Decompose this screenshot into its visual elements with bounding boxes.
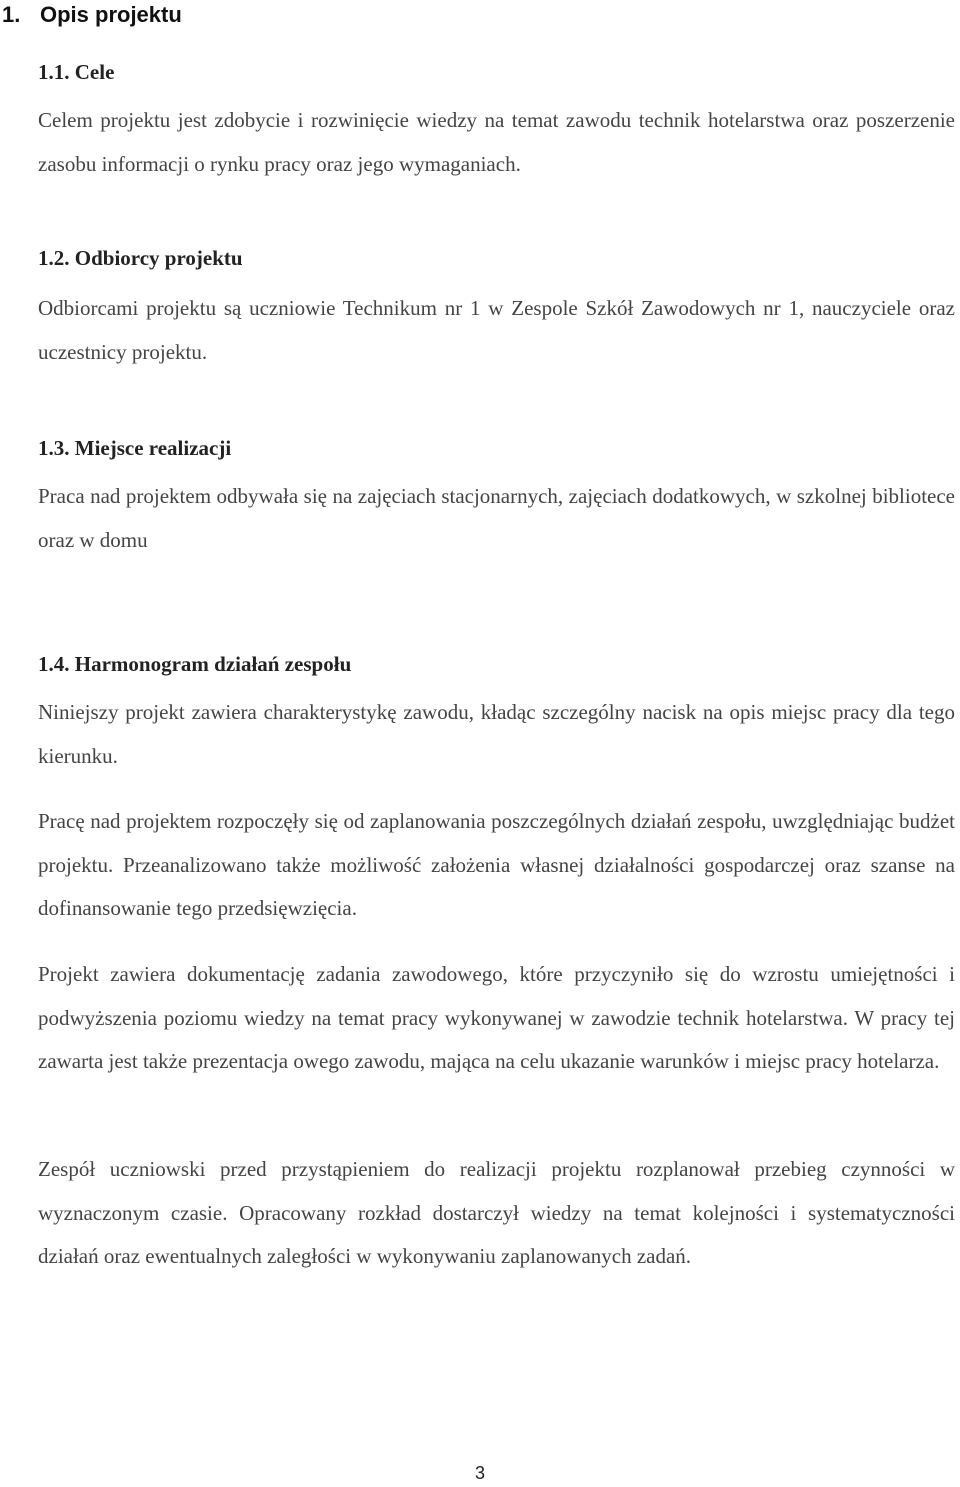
- section-heading-1-3: 1.3. Miejsce realizacji: [38, 436, 232, 460]
- section-heading-1-1: 1.1. Cele: [38, 60, 115, 84]
- section-1-4-paragraph-3: Projekt zawiera dokumentację zadania zawodowego, które przyczyniło się do wzrostu umiejętności i podwyższenia poziomu wiedzy na temat pracy wykonywanej w zawodzie technik hotelarstwa. W pracy tej zawarta jest także prezentacja owego zawodu, mająca na celu ukazanie warunków i miejsc pracy hotelarza.: [38, 962, 955, 1073]
- chapter-number: 1.: [2, 2, 21, 27]
- section-heading-1-2: 1.2. Odbiorcy projektu: [38, 246, 243, 270]
- section-1-4-paragraph-2: Pracę nad projektem rozpoczęły się od zaplanowania poszczególnych działań zespołu, uwzględniając budżet projektu. Przeanalizowano także możliwość założenia własnej działalności gospodarczej oraz szanse na dofinansowanie tego przedsięwzięcia.: [38, 809, 955, 920]
- section-1-1-paragraph: Celem projektu jest zdobycie i rozwinięcie wiedzy na temat zawodu technik hotelarstwa oraz poszerzenie zasobu informacji o rynku pracy oraz jego wymaganiach.: [38, 108, 955, 176]
- section-1-4-paragraph-4: Zespół uczniowski przed przystąpieniem do realizacji projektu rozplanował przebieg czynności w wyznaczonym czasie. Opracowany rozkład dostarczył wiedzy na temat kolejności i systematyczności działań oraz ewentualnych zaległości w wykonywaniu zaplanowanych zadań.: [38, 1157, 955, 1268]
- page-number: 3: [474, 1463, 485, 1483]
- chapter-title: Opis projektu: [40, 2, 182, 27]
- section-1-3-paragraph: Praca nad projektem odbywała się na zajęciach stacjonarnych, zajęciach dodatkowych, w szkolnej bibliotece oraz w domu: [38, 484, 955, 552]
- section-1-2-paragraph: Odbiorcami projektu są uczniowie Technikum nr 1 w Zespole Szkół Zawodowych nr 1, nauczyciele oraz uczestnicy projektu.: [38, 296, 955, 364]
- chapter-heading: [0, 0, 182, 30]
- section-heading-1-4: 1.4. Harmonogram działań zespołu: [38, 652, 352, 676]
- section-1-4-paragraph-1: Niniejszy projekt zawiera charakterystykę zawodu, kładąc szczególny nacisk na opis miejsc pracy dla tego kierunku.: [38, 700, 955, 768]
